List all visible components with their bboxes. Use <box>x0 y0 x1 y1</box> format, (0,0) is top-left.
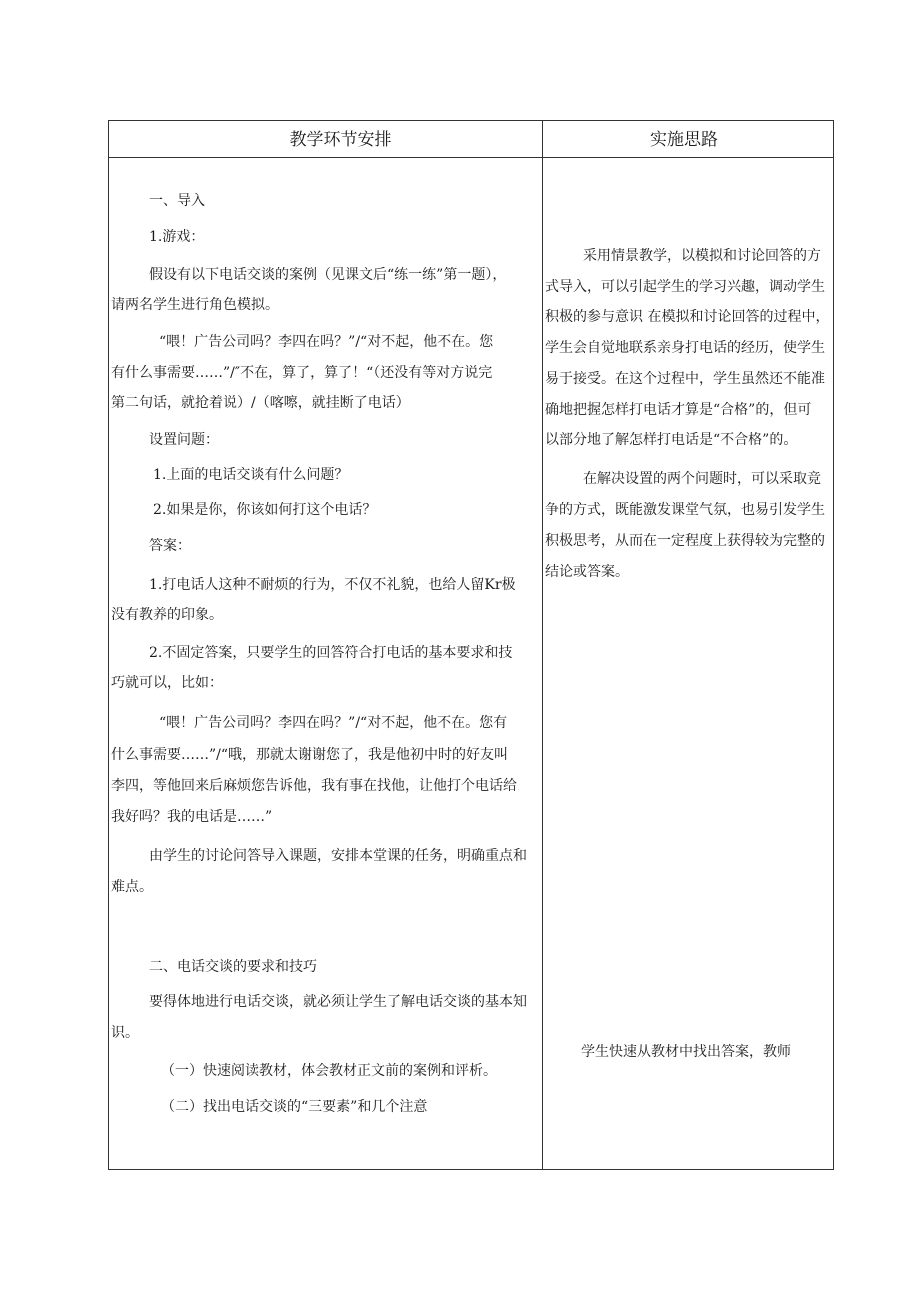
header-teaching-arrangement: 教学环节安排 <box>289 130 392 150</box>
paragraph-line: “喂！广告公司吗？李四在吗？”/“对不起，他不在。您有 <box>159 715 508 731</box>
paragraph-line: 学生会自觉地联系亲身打电话的经历，使学生 <box>545 340 825 356</box>
paragraph-line: 1.上面的电话交谈有什么问题？ <box>153 467 349 483</box>
paragraph-line: 1.打电话人这种不耐烦的行为，不仅不礼貌，也给人留Kr极 <box>149 577 516 593</box>
paragraph-line: 第二句话，就抢着说）/（喀嚓，就挂断了电话） <box>111 395 410 411</box>
paragraph-line: 没有教养的印象。 <box>111 607 223 623</box>
paragraph-line: 积极的参与意识 在模拟和讨论回答的过程中， <box>545 309 830 325</box>
right-cell <box>543 158 834 1170</box>
paragraph-line: 李四，等他回来后麻烦您告诉他，我有事在找他，让他打个电话给 <box>111 778 517 794</box>
paragraph-line: 假设有以下电话交谈的案例（见课文后“练一练”第一题）， <box>149 267 507 283</box>
paragraph-line: 答案： <box>149 538 191 554</box>
paragraph-line: 在解决设置的两个问题时，可以采取竞 <box>583 471 821 487</box>
left-cell <box>109 158 542 1170</box>
paragraph-line: 1.游戏： <box>149 229 205 245</box>
paragraph-line: 要得体地进行电话交谈，就必须让学生了解电话交谈的基本知 <box>149 994 527 1010</box>
paragraph-line: 积极思考，从而在一定程度上获得较为完整的 <box>545 533 825 549</box>
paragraph-line: 由学生的讨论问答导入课题，安排本堂课的任务，明确重点和 <box>149 848 527 864</box>
paragraph-line: 2.如果是你，你该如何打这个电话？ <box>153 502 377 518</box>
paragraph-line: 什么事需要……”/“哦，那就太谢谢您了，我是他初中时的好友叫 <box>111 747 509 763</box>
paragraph-line: 式导入，可以引起学生的学习兴趣，调动学生 <box>545 279 825 295</box>
paragraph-line: 结论或答案。 <box>545 564 629 580</box>
header-implementation-ideas: 实施思路 <box>650 130 718 150</box>
paragraph-line: 学生快速从教材中找出答案，教师 <box>581 1044 791 1060</box>
paragraph-line: 识。 <box>111 1025 139 1041</box>
section-heading: 二、电话交谈的要求和技巧 <box>149 959 317 975</box>
paragraph-line: 以部分地了解怎样打电话是“不合格”的。 <box>545 432 798 448</box>
paragraph-line: 有什么事需要……”/″不在，算了，算了！“（还没有等对方说完 <box>111 365 493 381</box>
paragraph-line: 2.不固定答案，只要学生的回答符合打电话的基本要求和技 <box>149 645 513 661</box>
paragraph-line: （一）快速阅读教材，体会教材正文前的案例和评析。 <box>161 1063 497 1079</box>
paragraph-line: 设置问题： <box>149 432 219 448</box>
paragraph-line: 难点。 <box>111 879 153 895</box>
paragraph-line: 请两名学生进行角色模拟。 <box>111 297 279 313</box>
paragraph-line: 确地把握怎样打电话才算是“合格”的，但可 <box>545 402 812 418</box>
paragraph-line: “喂！广告公司吗？李四在吗？”/“对不起，他不在。您 <box>159 334 494 350</box>
paragraph-line: 我好吗？我的电话是……” <box>111 809 273 825</box>
paragraph-line: 采用情景教学，以模拟和讨论回答的方 <box>583 248 821 264</box>
section-heading: 一、导入 <box>149 193 205 209</box>
paragraph-line: （二）找出电话交谈的“三要素”和几个注意 <box>161 1099 428 1115</box>
paragraph-line: 争的方式，既能激发课堂气氛，也易引发学生 <box>545 502 825 518</box>
paragraph-line: 巧就可以，比如： <box>111 675 223 691</box>
paragraph-line: 易于接受。在这个过程中，学生虽然还不能准 <box>545 371 825 387</box>
lesson-plan-table <box>108 120 834 1170</box>
